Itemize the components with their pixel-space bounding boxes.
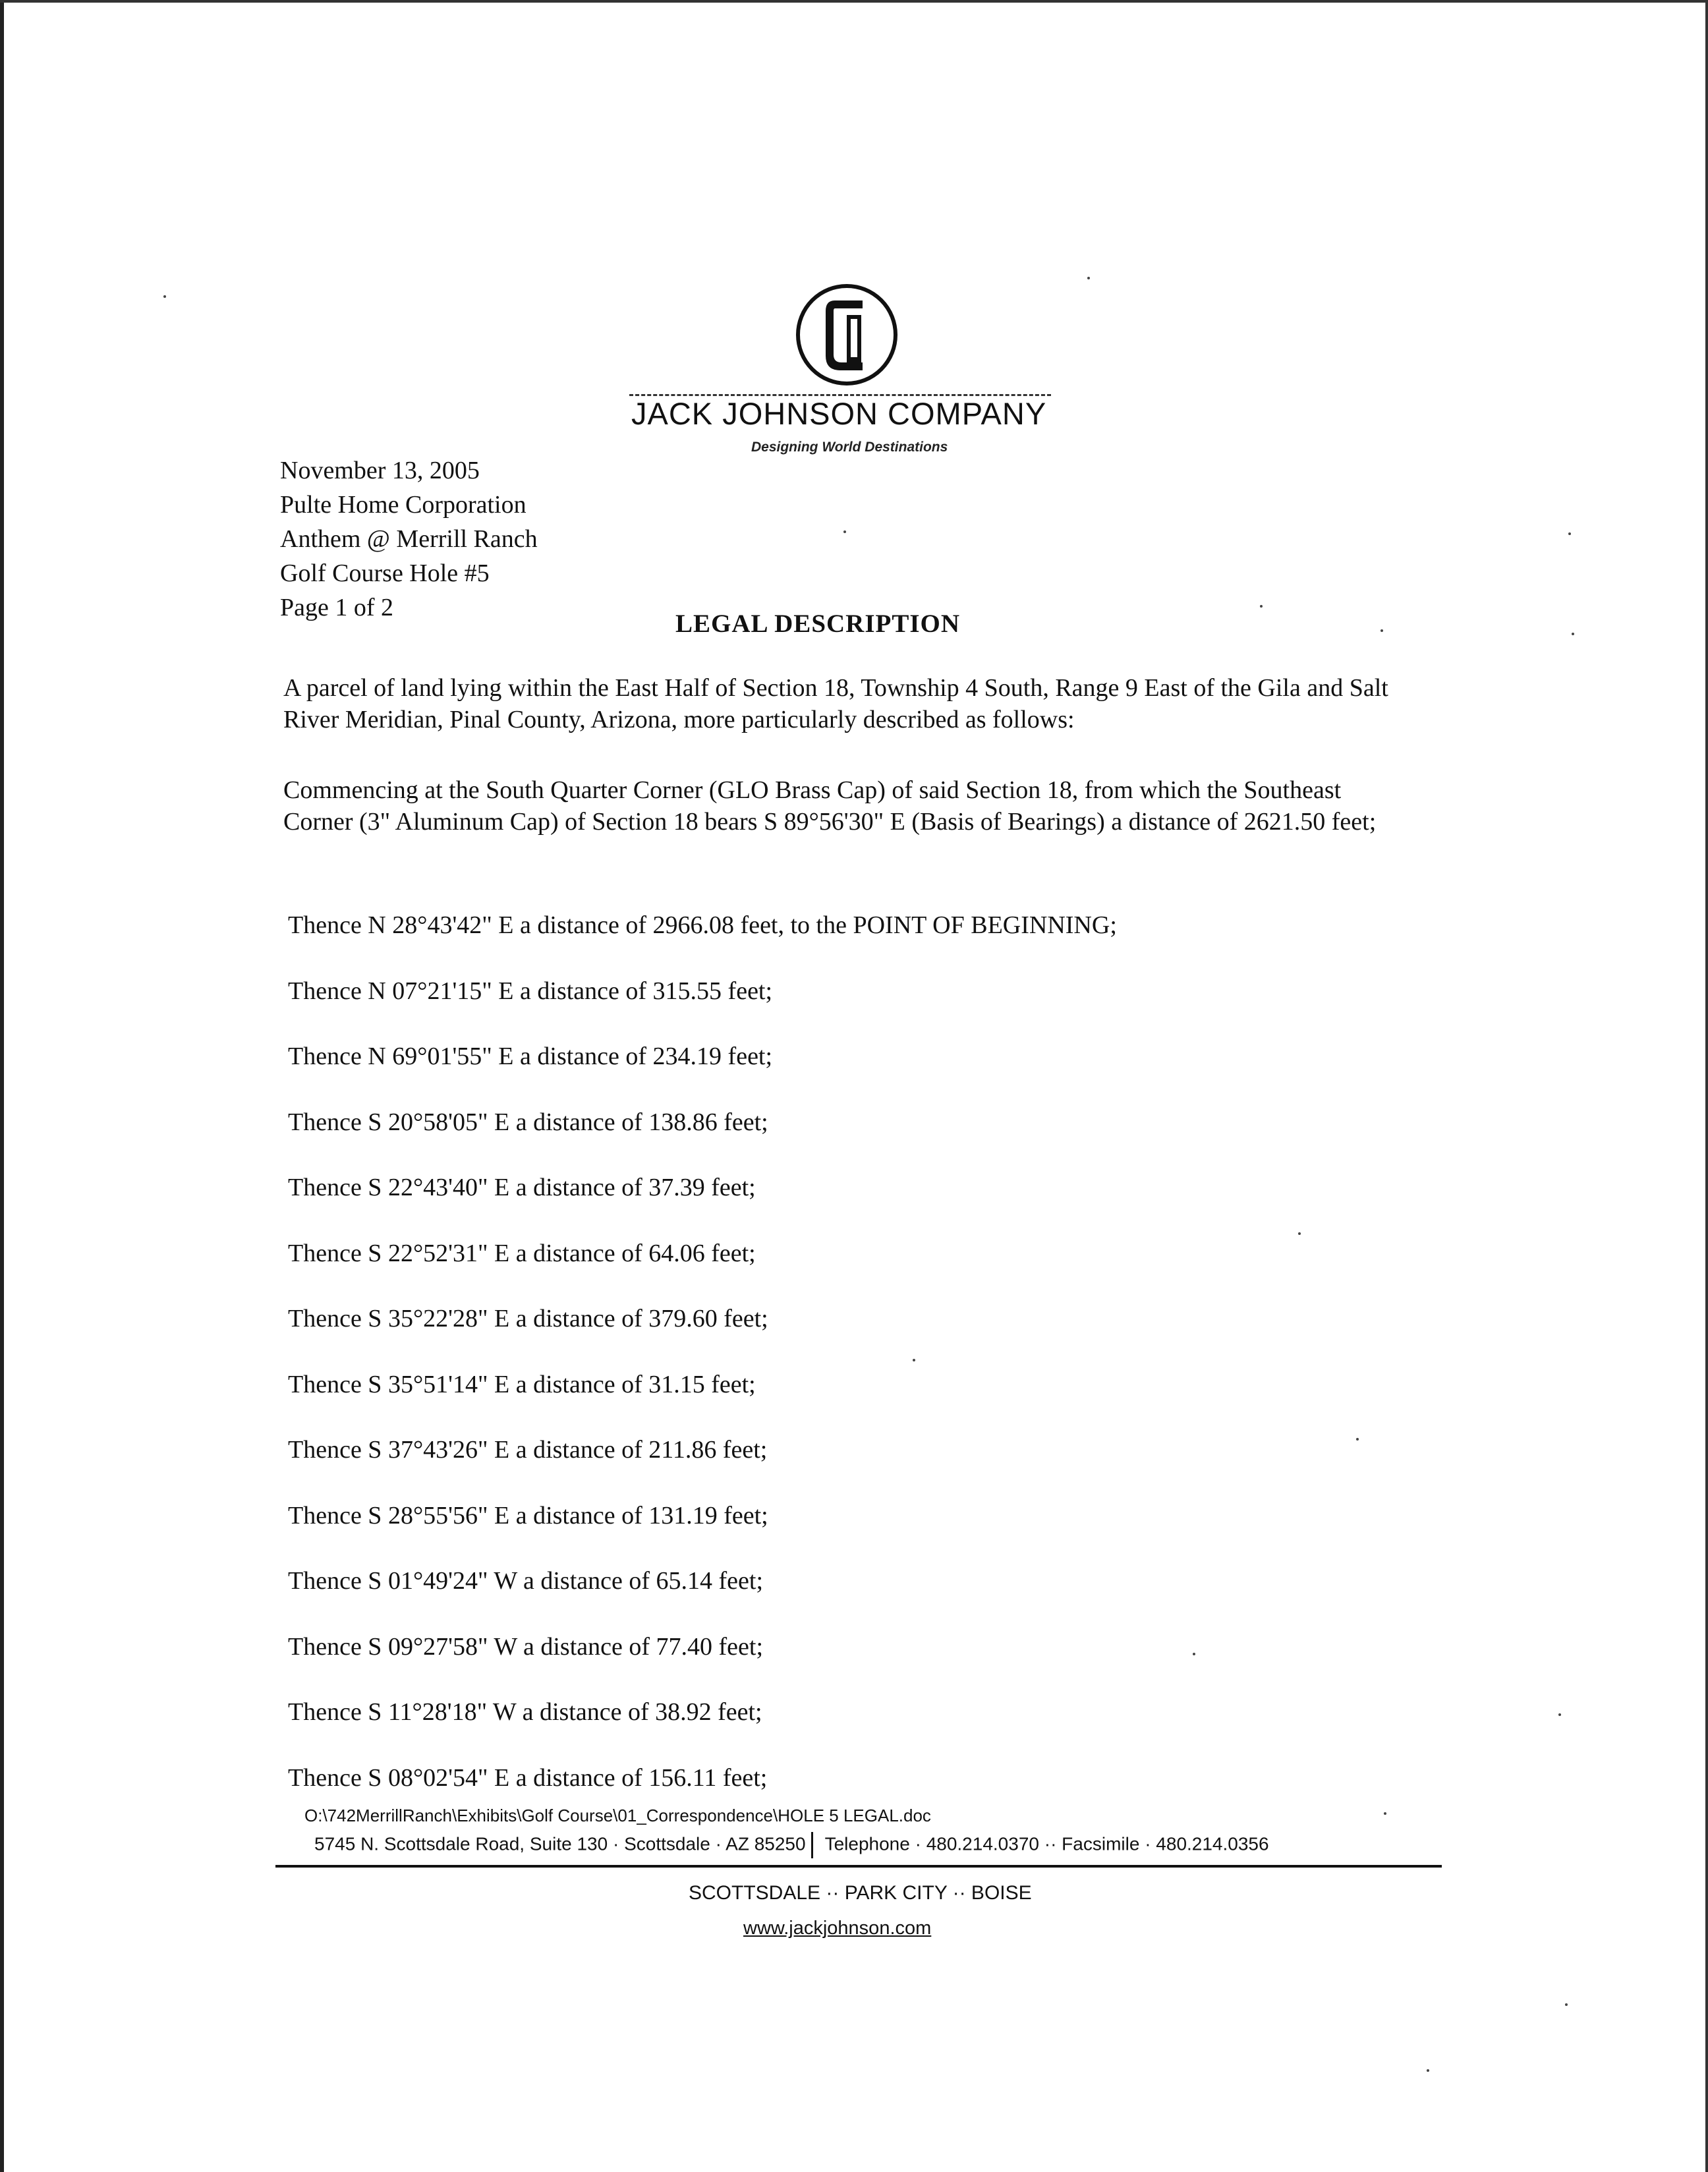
project-name: Anthem @ Merrill Ranch (280, 525, 538, 553)
scan-speck (1568, 532, 1571, 535)
course-line: Thence S 22°43'40" E a distance of 37.39 feet; (288, 1174, 756, 1201)
scan-speck (1298, 1232, 1301, 1235)
company-address-line (314, 1832, 1269, 1858)
course-line: Thence S 37°43'26" E a distance of 211.86 feet; (288, 1436, 768, 1464)
course-line: Thence S 01°49'24" W a distance of 65.14 feet; (288, 1567, 764, 1595)
document-title: LEGAL DESCRIPTION (675, 610, 961, 638)
scan-speck (1572, 633, 1574, 635)
company-website-link[interactable]: www.jackjohnson.com (743, 1918, 932, 1939)
scan-edge-top (0, 0, 1708, 3)
course-line: Thence S 08°02'54" E a distance of 156.11 feet; (288, 1763, 768, 1792)
scan-speck (913, 1359, 915, 1361)
office-locations: SCOTTSDALE ·· PARK CITY ·· BOISE (689, 1882, 1032, 1904)
scan-speck (843, 530, 846, 533)
course-line: Thence S 35°51'14" E a distance of 31.15 feet; (288, 1370, 756, 1398)
page-number: Page 1 of 2 (280, 594, 394, 621)
scan-speck (1427, 2069, 1429, 2072)
scan-speck (1260, 605, 1263, 608)
document-date: November 13, 2005 (280, 457, 480, 484)
scan-edge-right (1705, 0, 1708, 2172)
course-line: Thence S 11°28'18" W a distance of 38.92 feet; (288, 1698, 762, 1726)
address-block (280, 453, 538, 625)
scan-speck (1384, 1812, 1386, 1815)
course-line: Thence S 28°55'56" E a distance of 131.19 feet; (288, 1501, 768, 1529)
scan-speck (1558, 1713, 1561, 1716)
course-line: Thence N 07°21'15" E a distance of 315.55 feet; (288, 977, 773, 1005)
jj-monogram-circle-icon (794, 282, 899, 394)
street-address: 5745 N. Scottsdale Road, Suite 130 · Scottsdale · AZ 85250 (314, 1833, 806, 1854)
scan-speck (1381, 629, 1383, 632)
course-line: Thence S 09°27'58" W a distance of 77.40 feet; (288, 1632, 764, 1661)
course-line: Thence N 69°01'55" E a distance of 234.19 feet; (288, 1043, 773, 1070)
document-file-path: O:\742MerrillRanch\Exhibits\Golf Course\01_Correspondence\HOLE 5 LEGAL.doc (304, 1806, 931, 1825)
company-tagline: Designing World Destinations (751, 440, 948, 455)
course-line: Thence S 20°58'05" E a distance of 138.86 feet; (288, 1108, 768, 1136)
commencing-paragraph: Commencing at the South Quarter Corner (GLO Brass Cap) of said Section 18, from which the Southeast Corner (3" Aluminum Cap) of Section 18 bears S 89°56'30" E (Basis of Bearings) a distance of 2621.50 feet; (283, 776, 1377, 836)
client-name: Pulte Home Corporation (280, 491, 527, 519)
project-subject: Golf Course Hole #5 (280, 559, 490, 587)
scan-speck (163, 295, 166, 298)
address-divider (811, 1832, 813, 1858)
course-line: Thence N 28°43'42" E a distance of 2966.08 feet, to the POINT OF BEGINNING; (288, 911, 1117, 939)
scan-speck (1565, 2003, 1568, 2006)
scan-speck (1356, 1438, 1359, 1441)
scan-speck (1087, 277, 1090, 279)
company-name: JACK JOHNSON COMPANY (631, 396, 1047, 431)
footer-rule (275, 1865, 1442, 1868)
scan-edge-left (0, 0, 4, 2172)
scan-speck (1193, 1653, 1195, 1655)
parcel-description-paragraph: A parcel of land lying within the East Half of Section 18, Township 4 South, Range 9 East of the Gila and Salt River Meridian, Pinal County, Arizona, more particularly described as follows: (283, 674, 1388, 733)
course-line: Thence S 35°22'28" E a distance of 379.60 feet; (288, 1305, 768, 1332)
courses-list (288, 909, 1117, 1827)
course-line: Thence S 22°52'31" E a distance of 64.06 feet; (288, 1239, 756, 1267)
phone-fax: Telephone · 480.214.0370 ·· Facsimile · 480.214.0356 (824, 1833, 1269, 1854)
